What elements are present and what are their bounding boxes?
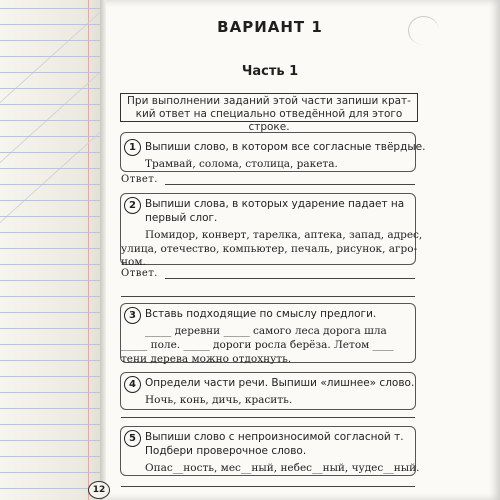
task-content: Ночь, конь, дичь, красить. <box>145 394 293 406</box>
task-content: Трамвай, солома, столица, ракета. <box>145 158 338 170</box>
corner-mark-icon <box>408 16 439 45</box>
page-edge <box>100 0 106 500</box>
task-question: первый слог. <box>145 212 218 224</box>
task-content: улица, отечество, компьютер, печаль, рисунок, агро- <box>121 243 418 255</box>
task-content: Опас__ность, мес__ный, небес__ный, чудес__ный. <box>145 462 420 474</box>
instruction-line: кий ответ на специально отведённой для этого строке. <box>135 108 403 133</box>
page-shadow-line <box>0 120 114 241</box>
task-number-badge: 4 <box>124 376 141 393</box>
task-number-badge: 3 <box>124 307 141 324</box>
task-question: Выпиши слова, в которых ударение падает на <box>145 198 405 210</box>
task-content: ном. <box>121 256 146 268</box>
task-content: _____ деревни _____ самого леса дорога шла <box>145 325 387 337</box>
instruction-line: При выполнении заданий этой части запиши крат- <box>127 95 411 107</box>
task-content: тени дерева можно отдохнуть. <box>121 353 292 365</box>
answer-line[interactable] <box>121 296 415 297</box>
instruction-box <box>120 93 418 133</box>
task-number-badge: 1 <box>124 139 141 156</box>
part-title: Часть 1 <box>241 64 299 79</box>
task-question: Выпиши слово, в котором все согласные твёрдые. <box>145 141 426 153</box>
margin-line <box>88 0 89 500</box>
task-number-badge: 5 <box>124 430 141 447</box>
page-shadow-line <box>0 0 114 121</box>
task-question: Выпиши слово с непроизносимой согласной т. <box>145 431 404 443</box>
task-question: Подбери проверочное слово. <box>145 445 307 457</box>
answer-label: Ответ. <box>121 268 158 279</box>
task-content: _____ поле. _____ дороги росла берёза. Летом ____ <box>121 339 394 351</box>
answer-line[interactable] <box>165 278 415 279</box>
answer-line[interactable] <box>165 184 415 185</box>
answer-label: Ответ. <box>121 174 158 185</box>
variant-title: ВАРИАНТ 1 <box>217 18 323 36</box>
task-number-badge: 2 <box>124 197 141 214</box>
answer-line[interactable] <box>121 417 415 418</box>
page-number: 12 <box>88 481 110 499</box>
answer-line[interactable] <box>121 486 415 487</box>
task-content: Помидор, конверт, тарелка, аптека, запад, адрес, <box>145 229 423 241</box>
task-question: Определи части речи. Выпиши «лишнее» слово. <box>145 377 415 389</box>
task-question: Вставь подходящие по смыслу предлоги. <box>145 308 377 320</box>
